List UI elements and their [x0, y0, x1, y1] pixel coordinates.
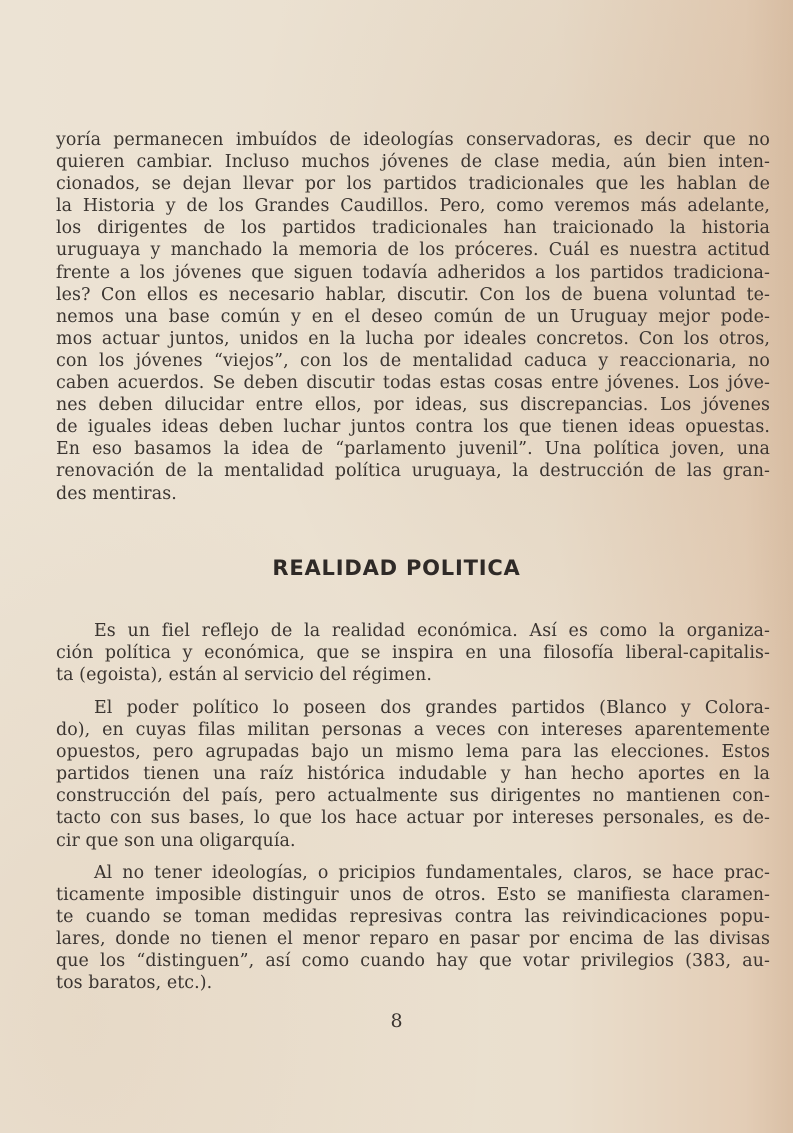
text-line: les? Con ellos es necesario hablar, discutir. Con los de buena voluntad te-	[56, 284, 770, 305]
paragraph	[56, 697, 770, 852]
text-line: ción política y económica, que se inspira en una filosofía liberal-capitalis-	[56, 643, 770, 664]
text-line: En eso basamos la idea de “parlamento juvenil”. Una política joven, una	[56, 439, 770, 460]
text-line: des mentiras.	[56, 483, 177, 504]
text-line: lares, donde no tienen el menor reparo en pasar por encima de las divisas	[56, 929, 770, 950]
text-line: cir que son una oligarquía.	[56, 830, 296, 851]
text-line: do), en cuyas filas militan personas a veces con intereses aparentemente	[56, 720, 770, 741]
text-line: ta (egoista), están al servicio del régimen.	[56, 665, 432, 686]
text-line: partidos tienen una raíz histórica indudable y han hecho aportes en la	[56, 764, 770, 785]
paragraph-continuation	[56, 129, 770, 505]
text-line: yoría permanecen imbuídos de ideologías conservadoras, es decir que no	[56, 130, 770, 150]
text-line: tacto con sus bases, lo que los hace actuar por intereses personales, es de-	[56, 808, 770, 829]
text-line: con los jóvenes “viejos”, con los de mentalidad caduca y reaccionaria, no	[56, 350, 770, 371]
page-number: 8	[390, 1010, 403, 1032]
paragraph	[56, 620, 770, 686]
text-line: la Historia y de los Grandes Caudillos. Pero, como veremos más adelante,	[56, 196, 770, 217]
text-line: los dirigentes de los partidos tradicionales han traicionado la historia	[56, 218, 770, 239]
text-line: nemos una base común y en el deseo común de un Uruguay mejor pode-	[56, 306, 770, 327]
text-line: Al no tener ideologías, o pricipios fundamentales, claros, se hace prac-	[94, 863, 770, 883]
text-line: uruguaya y manchado la memoria de los próceres. Cuál es nuestra actitud	[56, 240, 770, 261]
text-line: renovación de la mentalidad política uruguaya, la destrucción de las gran-	[56, 461, 770, 482]
text-line: tos baratos, etc.).	[56, 973, 213, 994]
section-heading: REALIDAD POLITICA	[272, 556, 521, 580]
text-line: quieren cambiar. Incluso muchos jóvenes de clase media, aún bien inten-	[56, 152, 770, 173]
text-line: de iguales ideas deben luchar juntos contra los que tienen ideas opuestas.	[56, 417, 770, 438]
text-line: El poder político lo poseen dos grandes partidos (Blanco y Colora-	[94, 698, 770, 718]
text-line: que los “distinguen”, así como cuando hay que votar privilegios (383, au-	[56, 951, 770, 972]
text-line: caben acuerdos. Se deben discutir todas estas cosas entre jóvenes. Los jóve-	[56, 373, 770, 394]
text-line: mos actuar juntos, unidos en la lucha por ideales concretos. Con los otros,	[56, 328, 770, 349]
text-line: te cuando se toman medidas represivas contra las reivindicaciones popu-	[56, 907, 770, 928]
text-line: frente a los jóvenes que siguen todavía adheridos a los partidos tradiciona-	[56, 262, 770, 283]
text-line: opuestos, pero agrupadas bajo un mismo lema para las elecciones. Estos	[56, 742, 770, 763]
text-line: nes deben dilucidar entre ellos, por ideas, sus discrepancias. Los jóvenes	[56, 395, 770, 416]
paragraph	[56, 862, 770, 995]
text-line: cionados, se dejan llevar por los partidos tradicionales que les hablan de	[56, 174, 770, 195]
text-line: construcción del país, pero actualmente sus dirigentes no mantienen con-	[56, 786, 770, 807]
text-line: ticamente imposible distinguir unos de otros. Esto se manifiesta claramen-	[56, 885, 770, 906]
text-line: Es un fiel reflejo de la realidad económica. Así es como la organiza-	[94, 621, 770, 641]
